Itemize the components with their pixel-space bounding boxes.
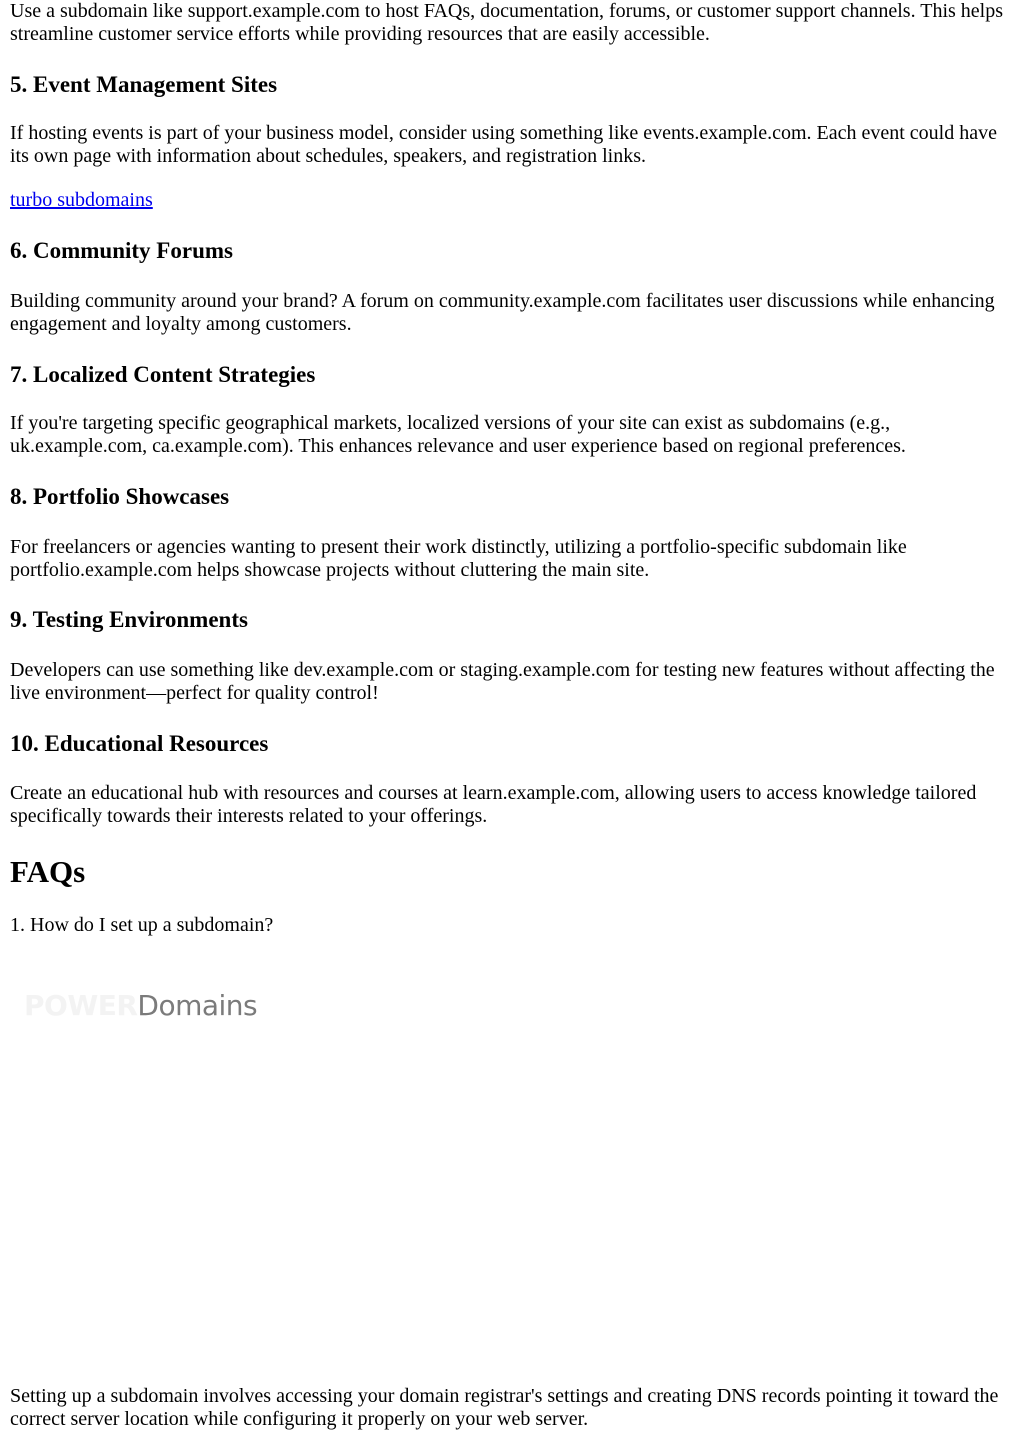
turbo-subdomains-link[interactable]: turbo subdomains (10, 189, 153, 211)
section-heading-localized-content: 7. Localized Content Strategies (10, 362, 316, 387)
logo-domains-text: Domains (137, 989, 258, 1022)
section-heading-portfolio-showcases: 8. Portfolio Showcases (10, 484, 230, 509)
logo-power-text: POWER (24, 989, 138, 1022)
intro-paragraph: Use a subdomain like support.example.com to host FAQs, documentation, forums, or customer support channels. This helps streamline customer service efforts while providing resources that are easily accessible. (10, 0, 1003, 45)
faq-question-1: 1. How do I set up a subdomain? (10, 914, 274, 936)
section-text-testing-environments: Developers can use something like dev.example.com or staging.example.com for testing new features without affecting the live environment—perfect for quality control! (10, 659, 995, 704)
faq-answer-1: Setting up a subdomain involves accessing your domain registrar's settings and creating DNS records pointing it toward the correct server location while configuring it properly on your web server. (10, 1385, 999, 1430)
section-heading-educational-resources: 10. Educational Resources (10, 731, 269, 756)
section-text-educational-resources: Create an educational hub with resources and courses at learn.example.com, allowing users to access knowledge tailored specifically towards their interests related to your offerings. (10, 782, 977, 827)
powerdomains-logo (24, 988, 257, 1024)
section-text-event-management: If hosting events is part of your business model, consider using something like events.example.com. Each event could have its own page with information about schedules, speakers, and registration links. (10, 122, 997, 167)
section-heading-event-management: 5. Event Management Sites (10, 72, 278, 97)
section-text-community-forums: Building community around your brand? A forum on community.example.com facilitates user discussions while enhancing engagement and loyalty among customers. (10, 290, 995, 335)
section-heading-community-forums: 6. Community Forums (10, 238, 233, 263)
section-heading-testing-environments: 9. Testing Environments (10, 607, 248, 632)
faq-heading: FAQs (10, 854, 86, 889)
link-paragraph (10, 189, 1010, 212)
section-text-localized-content: If you're targeting specific geographical markets, localized versions of your site can exist as subdomains (e.g., uk.example.com, ca.example.com). This enhances relevance and user experience based on regional preferences. (10, 412, 906, 457)
section-text-portfolio-showcases: For freelancers or agencies wanting to present their work distinctly, utilizing a portfolio-specific subdomain like portfolio.example.com helps showcase projects without cluttering the main site. (10, 536, 907, 581)
